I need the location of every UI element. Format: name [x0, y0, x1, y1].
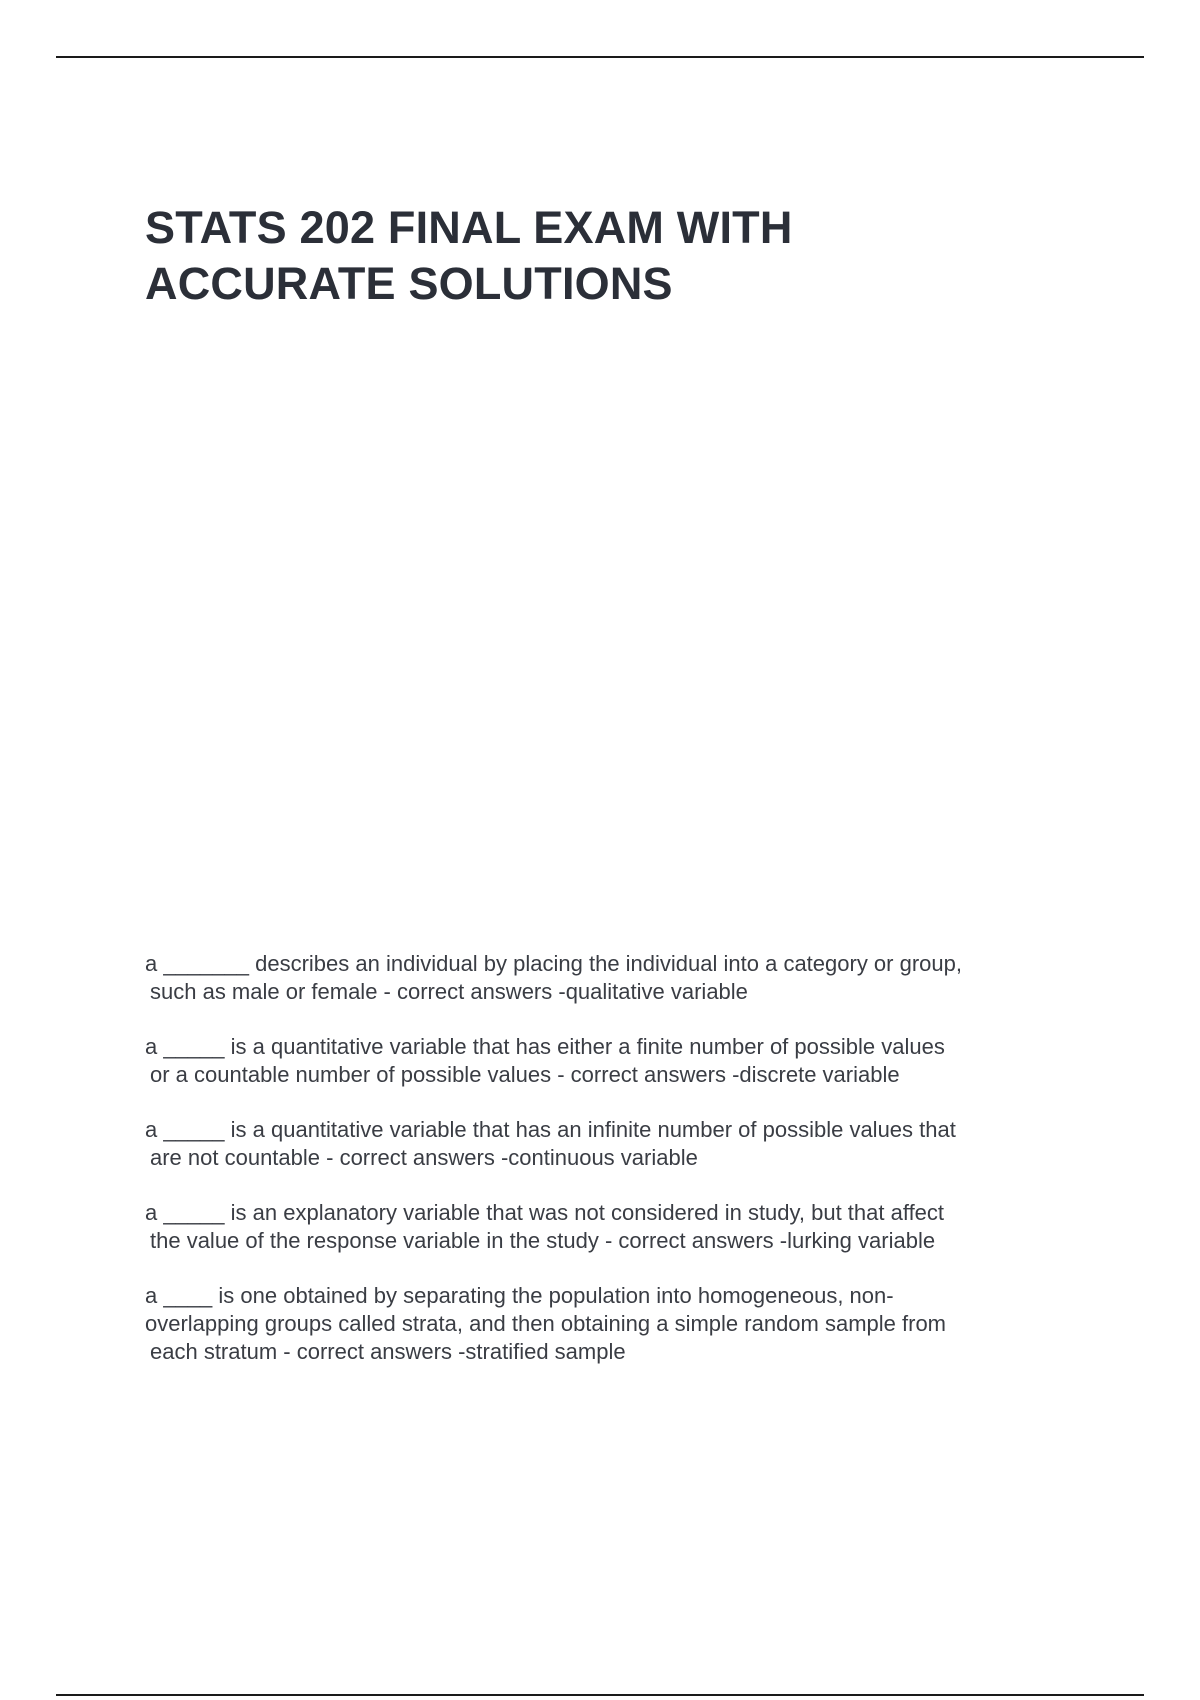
bottom-divider: [56, 1694, 1144, 1696]
qa-item: [145, 950, 1085, 1006]
qa-line: a _______ describes an individual by placing the individual into a category or group,: [145, 951, 962, 976]
qa-list: [145, 950, 1085, 1393]
qa-line: a ____ is one obtained by separating the population into homogeneous, non-: [145, 1283, 894, 1308]
qa-line: or a countable number of possible values - correct answers -discrete variable: [150, 1062, 900, 1087]
title-line-2: ACCURATE SOLUTIONS: [145, 258, 673, 309]
qa-line: a _____ is a quantitative variable that has either a finite number of possible values: [145, 1034, 945, 1059]
qa-line: the value of the response variable in the study - correct answers -lurking variable: [150, 1228, 936, 1253]
qa-item: [145, 1199, 1085, 1255]
qa-line: are not countable - correct answers -continuous variable: [150, 1145, 698, 1170]
qa-line: a _____ is a quantitative variable that has an infinite number of possible values that: [145, 1117, 956, 1142]
top-divider: [56, 56, 1144, 58]
document-title: [145, 200, 905, 312]
title-line-1: STATS 202 FINAL EXAM WITH: [145, 202, 793, 253]
qa-item: [145, 1116, 1085, 1172]
qa-line: such as male or female - correct answers -qualitative variable: [150, 979, 748, 1004]
qa-line: each stratum - correct answers -stratified sample: [150, 1339, 626, 1364]
qa-item: [145, 1033, 1085, 1089]
qa-item: [145, 1282, 1085, 1366]
qa-line: a _____ is an explanatory variable that was not considered in study, but that affect: [145, 1200, 945, 1225]
qa-line: overlapping groups called strata, and then obtaining a simple random sample from: [145, 1311, 947, 1336]
